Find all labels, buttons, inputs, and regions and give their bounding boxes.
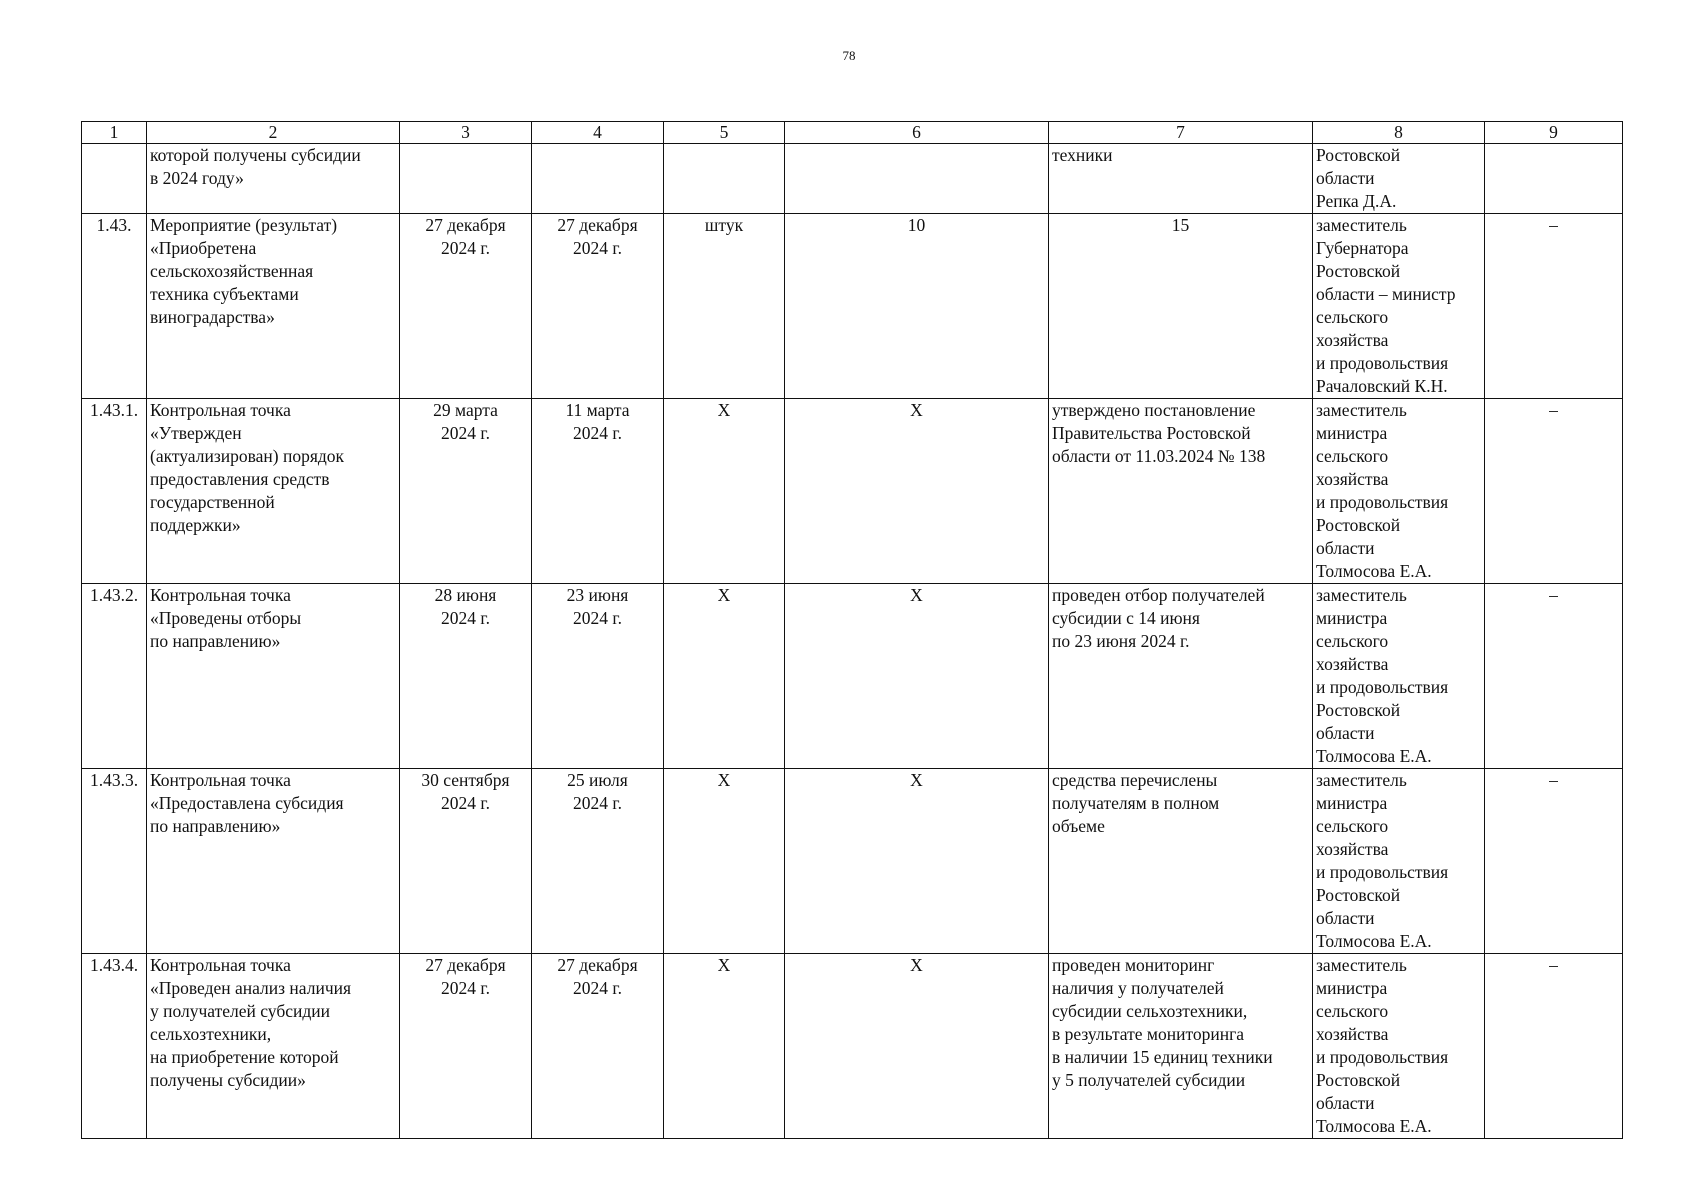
table-row bbox=[82, 214, 1623, 399]
column-header: 2 bbox=[147, 122, 400, 144]
note-cell bbox=[1485, 144, 1623, 214]
column-header: 3 bbox=[400, 122, 532, 144]
planned-date-cell: 27 декабря 2024 г. bbox=[400, 954, 532, 1139]
column-header: 8 bbox=[1313, 122, 1485, 144]
table-row bbox=[82, 144, 1623, 214]
row-number-cell bbox=[82, 144, 147, 214]
column-header: 4 bbox=[532, 122, 664, 144]
planned-date-cell bbox=[400, 144, 532, 214]
responsible-cell: заместитель министра сельского хозяйства и продовольствия Ростовской области Толмосова Е.А. bbox=[1313, 399, 1485, 584]
planned-date-cell: 29 марта 2024 г. bbox=[400, 399, 532, 584]
fact-value-cell: проведен отбор получателей субсидии с 14 июня по 23 июня 2024 г. bbox=[1049, 584, 1313, 769]
plan-value-cell: 10 bbox=[785, 214, 1049, 399]
column-header: 9 bbox=[1485, 122, 1623, 144]
responsible-cell: заместитель министра сельского хозяйства и продовольствия Ростовской области Толмосова Е.А. bbox=[1313, 769, 1485, 954]
row-number-cell: 1.43.4. bbox=[82, 954, 147, 1139]
page-number: 78 bbox=[842, 48, 856, 63]
table-row bbox=[82, 954, 1623, 1139]
column-header: 6 bbox=[785, 122, 1049, 144]
fact-value-cell: техники bbox=[1049, 144, 1313, 214]
plan-value-cell: Х bbox=[785, 399, 1049, 584]
table-row bbox=[82, 584, 1623, 769]
control-points-table bbox=[81, 121, 1623, 1139]
column-header: 1 bbox=[82, 122, 147, 144]
planned-date-cell: 27 декабря 2024 г. bbox=[400, 214, 532, 399]
plan-value-cell bbox=[785, 144, 1049, 214]
row-name-cell: Мероприятие (результат) «Приобретена сельскохозяйственная техника субъектами виноградарства» bbox=[147, 214, 400, 399]
note-cell: – bbox=[1485, 214, 1623, 399]
table-header-row bbox=[82, 122, 1623, 144]
unit-cell: Х bbox=[664, 954, 785, 1139]
table-row bbox=[82, 769, 1623, 954]
unit-cell: Х bbox=[664, 399, 785, 584]
unit-cell: Х bbox=[664, 769, 785, 954]
plan-value-cell: Х bbox=[785, 584, 1049, 769]
planned-date-cell: 28 июня 2024 г. bbox=[400, 584, 532, 769]
note-cell: – bbox=[1485, 399, 1623, 584]
unit-cell bbox=[664, 144, 785, 214]
row-name-cell: которой получены субсидии в 2024 году» bbox=[147, 144, 400, 214]
fact-value-cell: утверждено постановление Правительства Ростовской области от 11.03.2024 № 138 bbox=[1049, 399, 1313, 584]
column-header: 7 bbox=[1049, 122, 1313, 144]
note-cell: – bbox=[1485, 769, 1623, 954]
actual-date-cell: 11 марта 2024 г. bbox=[532, 399, 664, 584]
plan-value-cell: Х bbox=[785, 769, 1049, 954]
actual-date-cell: 25 июля 2024 г. bbox=[532, 769, 664, 954]
note-cell: – bbox=[1485, 954, 1623, 1139]
responsible-cell: заместитель Губернатора Ростовской области – министр сельского хозяйства и продовольствия Рачаловский К.Н. bbox=[1313, 214, 1485, 399]
row-number-cell: 1.43.3. bbox=[82, 769, 147, 954]
actual-date-cell bbox=[532, 144, 664, 214]
actual-date-cell: 27 декабря 2024 г. bbox=[532, 214, 664, 399]
table-row bbox=[82, 399, 1623, 584]
plan-value-cell: Х bbox=[785, 954, 1049, 1139]
row-name-cell: Контрольная точка «Утвержден (актуализирован) порядок предоставления средств государственной поддержки» bbox=[147, 399, 400, 584]
actual-date-cell: 27 декабря 2024 г. bbox=[532, 954, 664, 1139]
row-name-cell: Контрольная точка «Предоставлена субсидия по направлению» bbox=[147, 769, 400, 954]
actual-date-cell: 23 июня 2024 г. bbox=[532, 584, 664, 769]
responsible-cell: Ростовской области Репка Д.А. bbox=[1313, 144, 1485, 214]
row-number-cell: 1.43. bbox=[82, 214, 147, 399]
unit-cell: Х bbox=[664, 584, 785, 769]
responsible-cell: заместитель министра сельского хозяйства и продовольствия Ростовской области Толмосова Е.А. bbox=[1313, 954, 1485, 1139]
row-name-cell: Контрольная точка «Проведены отборы по направлению» bbox=[147, 584, 400, 769]
row-number-cell: 1.43.1. bbox=[82, 399, 147, 584]
responsible-cell: заместитель министра сельского хозяйства и продовольствия Ростовской области Толмосова Е.А. bbox=[1313, 584, 1485, 769]
fact-value-cell: средства перечислены получателям в полном объеме bbox=[1049, 769, 1313, 954]
row-number-cell: 1.43.2. bbox=[82, 584, 147, 769]
fact-value-cell: 15 bbox=[1049, 214, 1313, 399]
planned-date-cell: 30 сентября 2024 г. bbox=[400, 769, 532, 954]
note-cell: – bbox=[1485, 584, 1623, 769]
row-name-cell: Контрольная точка «Проведен анализ наличия у получателей субсидии сельхозтехники, на приобретение которой получены субсидии» bbox=[147, 954, 400, 1139]
unit-cell: штук bbox=[664, 214, 785, 399]
column-header: 5 bbox=[664, 122, 785, 144]
fact-value-cell: проведен мониторинг наличия у получателей субсидии сельхозтехники, в результате мониторинга в наличии 15 единиц техники у 5 получателей субсидии bbox=[1049, 954, 1313, 1139]
